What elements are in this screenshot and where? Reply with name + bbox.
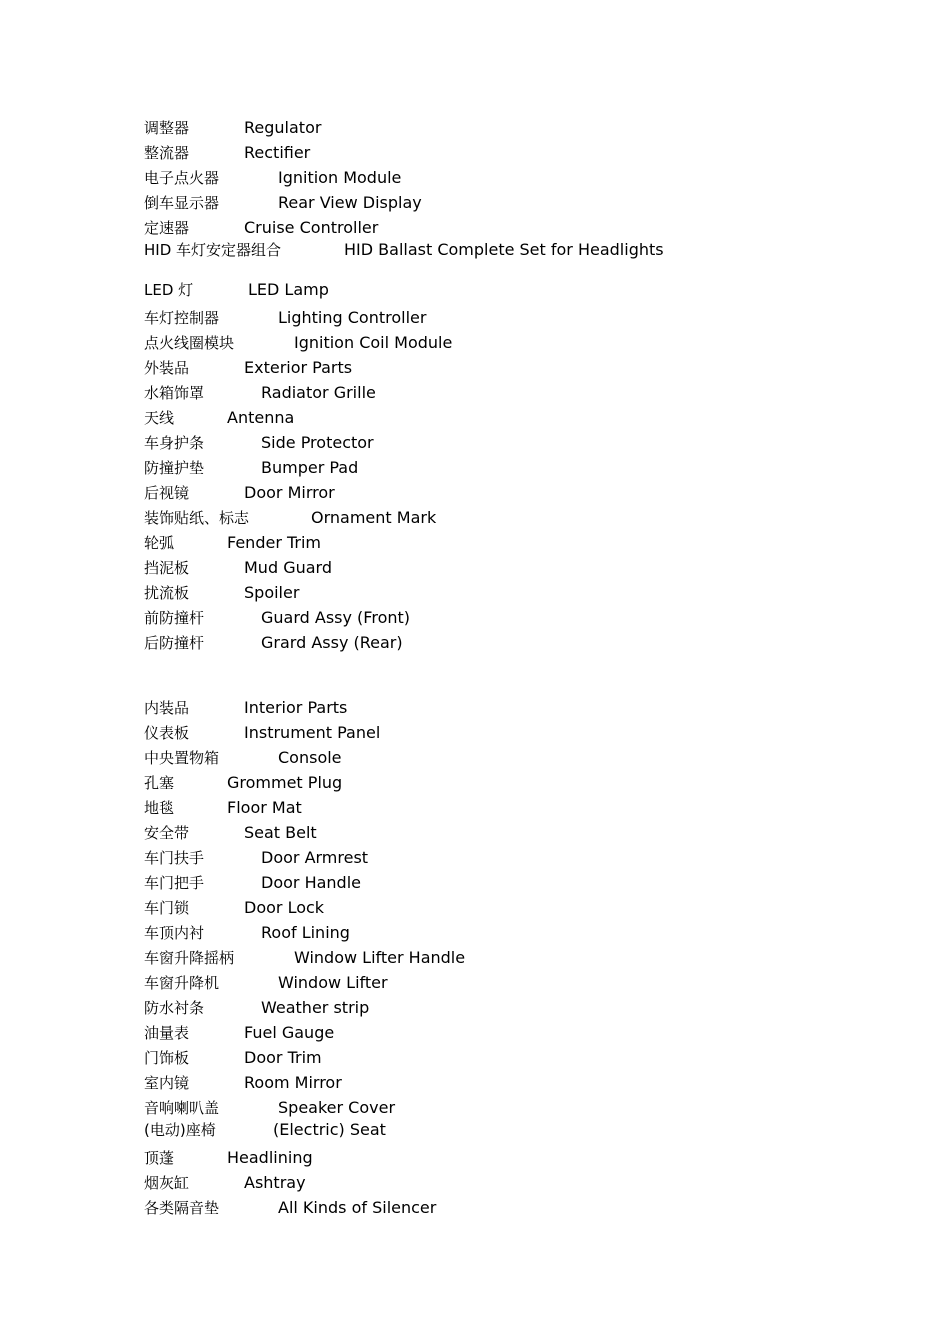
term-english: Console bbox=[278, 748, 342, 767]
term-chinese: 防水衬条 bbox=[144, 999, 205, 1017]
term-row bbox=[144, 721, 381, 745]
term-row bbox=[144, 696, 348, 720]
term-chinese: (电动)座椅 bbox=[144, 1121, 216, 1139]
term-chinese: 调整器 bbox=[144, 119, 190, 137]
term-chinese: 孔塞 bbox=[144, 774, 175, 792]
term-row bbox=[144, 946, 466, 970]
term-chinese: 整流器 bbox=[144, 144, 190, 162]
term-chinese: 防撞护垫 bbox=[144, 459, 205, 477]
term-english: Ignition Coil Module bbox=[294, 333, 453, 352]
term-chinese: 天线 bbox=[144, 409, 175, 427]
term-english: All Kinds of Silencer bbox=[278, 1198, 437, 1217]
term-english: (Electric) Seat bbox=[273, 1120, 386, 1139]
term-chinese: LED 灯 bbox=[144, 281, 194, 299]
term-row bbox=[144, 896, 325, 920]
term-chinese: 车门把手 bbox=[144, 874, 205, 892]
term-english: Ornament Mark bbox=[311, 508, 437, 527]
term-row bbox=[144, 1118, 386, 1142]
term-row bbox=[144, 116, 322, 140]
term-row bbox=[144, 456, 359, 480]
term-chinese: 定速器 bbox=[144, 219, 190, 237]
term-chinese: 车灯控制器 bbox=[144, 309, 220, 327]
term-chinese: 地毯 bbox=[144, 799, 175, 817]
term-chinese: 水箱饰罩 bbox=[144, 384, 205, 402]
term-english: Weather strip bbox=[261, 998, 370, 1017]
term-row bbox=[144, 1046, 322, 1070]
term-chinese: 后视镜 bbox=[144, 484, 190, 502]
term-row bbox=[144, 431, 374, 455]
term-english: Door Trim bbox=[244, 1048, 322, 1067]
term-chinese: 室内镜 bbox=[144, 1074, 190, 1092]
term-chinese: 安全带 bbox=[144, 824, 190, 842]
term-chinese: 电子点火器 bbox=[144, 169, 220, 187]
term-chinese: HID 车灯安定器组合 bbox=[144, 241, 282, 259]
term-english: Interior Parts bbox=[244, 698, 348, 717]
term-chinese: 车门锁 bbox=[144, 899, 190, 917]
term-row bbox=[144, 481, 335, 505]
term-chinese: 车门扶手 bbox=[144, 849, 205, 867]
term-english: Rear View Display bbox=[278, 193, 422, 212]
term-row bbox=[144, 821, 317, 845]
term-row bbox=[144, 581, 300, 605]
term-english: Regulator bbox=[244, 118, 322, 137]
term-row bbox=[144, 331, 453, 355]
term-english: Headlining bbox=[227, 1148, 313, 1167]
term-chinese: 外装品 bbox=[144, 359, 190, 377]
term-row bbox=[144, 556, 332, 580]
term-chinese: 油量表 bbox=[144, 1024, 190, 1042]
term-row bbox=[144, 1096, 396, 1120]
term-row bbox=[144, 141, 311, 165]
term-row bbox=[144, 166, 402, 190]
term-english: Window Lifter Handle bbox=[294, 948, 466, 967]
term-row bbox=[144, 606, 411, 630]
term-english: Roof Lining bbox=[261, 923, 350, 942]
term-row bbox=[144, 238, 664, 262]
term-english: Cruise Controller bbox=[244, 218, 379, 237]
term-row bbox=[144, 506, 437, 530]
term-row bbox=[144, 1146, 313, 1170]
term-chinese: 仪表板 bbox=[144, 724, 190, 742]
term-english: Room Mirror bbox=[244, 1073, 342, 1092]
term-chinese: 前防撞杆 bbox=[144, 609, 205, 627]
term-row bbox=[144, 871, 361, 895]
term-english: Bumper Pad bbox=[261, 458, 359, 477]
term-english: Door Lock bbox=[244, 898, 325, 917]
term-row bbox=[144, 631, 403, 655]
term-chinese: 轮弧 bbox=[144, 534, 175, 552]
term-chinese: 扰流板 bbox=[144, 584, 190, 602]
term-english: Ashtray bbox=[244, 1173, 306, 1192]
term-english: Floor Mat bbox=[227, 798, 302, 817]
term-row bbox=[144, 746, 342, 770]
term-row bbox=[144, 306, 427, 330]
term-row bbox=[144, 796, 302, 820]
term-english: Speaker Cover bbox=[278, 1098, 396, 1117]
term-chinese: 烟灰缸 bbox=[144, 1174, 190, 1192]
term-row bbox=[144, 381, 376, 405]
term-english: Guard Assy (Front) bbox=[261, 608, 411, 627]
term-english: Ignition Module bbox=[278, 168, 402, 187]
term-english: Grard Assy (Rear) bbox=[261, 633, 403, 652]
term-english: HID Ballast Complete Set for Headlights bbox=[344, 240, 664, 259]
term-english: Grommet Plug bbox=[227, 773, 343, 792]
term-english: Radiator Grille bbox=[261, 383, 376, 402]
term-chinese: 挡泥板 bbox=[144, 559, 190, 577]
term-chinese: 车窗升降机 bbox=[144, 974, 220, 992]
term-english: Door Handle bbox=[261, 873, 361, 892]
term-row bbox=[144, 1071, 342, 1095]
term-chinese: 后防撞杆 bbox=[144, 634, 205, 652]
term-english: Instrument Panel bbox=[244, 723, 381, 742]
term-english: Fuel Gauge bbox=[244, 1023, 335, 1042]
term-chinese: 门饰板 bbox=[144, 1049, 190, 1067]
term-chinese: 各类隔音垫 bbox=[144, 1199, 220, 1217]
term-row bbox=[144, 996, 370, 1020]
term-chinese: 倒车显示器 bbox=[144, 194, 220, 212]
term-row bbox=[144, 1171, 306, 1195]
term-english: Seat Belt bbox=[244, 823, 317, 842]
term-row bbox=[144, 356, 353, 380]
term-row bbox=[144, 278, 329, 302]
term-english: Side Protector bbox=[261, 433, 374, 452]
term-row bbox=[144, 1196, 437, 1220]
term-english: Antenna bbox=[227, 408, 295, 427]
term-chinese: 顶蓬 bbox=[144, 1149, 175, 1167]
term-row bbox=[144, 406, 295, 430]
term-chinese: 车顶内衬 bbox=[144, 924, 205, 942]
term-english: Lighting Controller bbox=[278, 308, 427, 327]
term-chinese: 装饰贴纸、标志 bbox=[144, 509, 250, 527]
term-english: Spoiler bbox=[244, 583, 300, 602]
term-english: Window Lifter bbox=[278, 973, 388, 992]
term-english: Fender Trim bbox=[227, 533, 322, 552]
term-english: Rectifier bbox=[244, 143, 311, 162]
term-english: Door Mirror bbox=[244, 483, 335, 502]
term-row bbox=[144, 921, 350, 945]
term-chinese: 车身护条 bbox=[144, 434, 205, 452]
term-row bbox=[144, 216, 379, 240]
term-row bbox=[144, 191, 422, 215]
term-english: Mud Guard bbox=[244, 558, 332, 577]
term-chinese: 音响喇叭盖 bbox=[144, 1099, 220, 1117]
term-row bbox=[144, 971, 388, 995]
term-english: Door Armrest bbox=[261, 848, 369, 867]
term-chinese: 点火线圈模块 bbox=[144, 334, 235, 352]
term-row bbox=[144, 1021, 335, 1045]
term-chinese: 中央置物箱 bbox=[144, 749, 220, 767]
term-chinese: 内装品 bbox=[144, 699, 190, 717]
term-english: Exterior Parts bbox=[244, 358, 353, 377]
term-row bbox=[144, 846, 369, 870]
term-row bbox=[144, 771, 343, 795]
term-chinese: 车窗升降摇柄 bbox=[144, 949, 235, 967]
term-row bbox=[144, 531, 322, 555]
term-english: LED Lamp bbox=[248, 280, 329, 299]
